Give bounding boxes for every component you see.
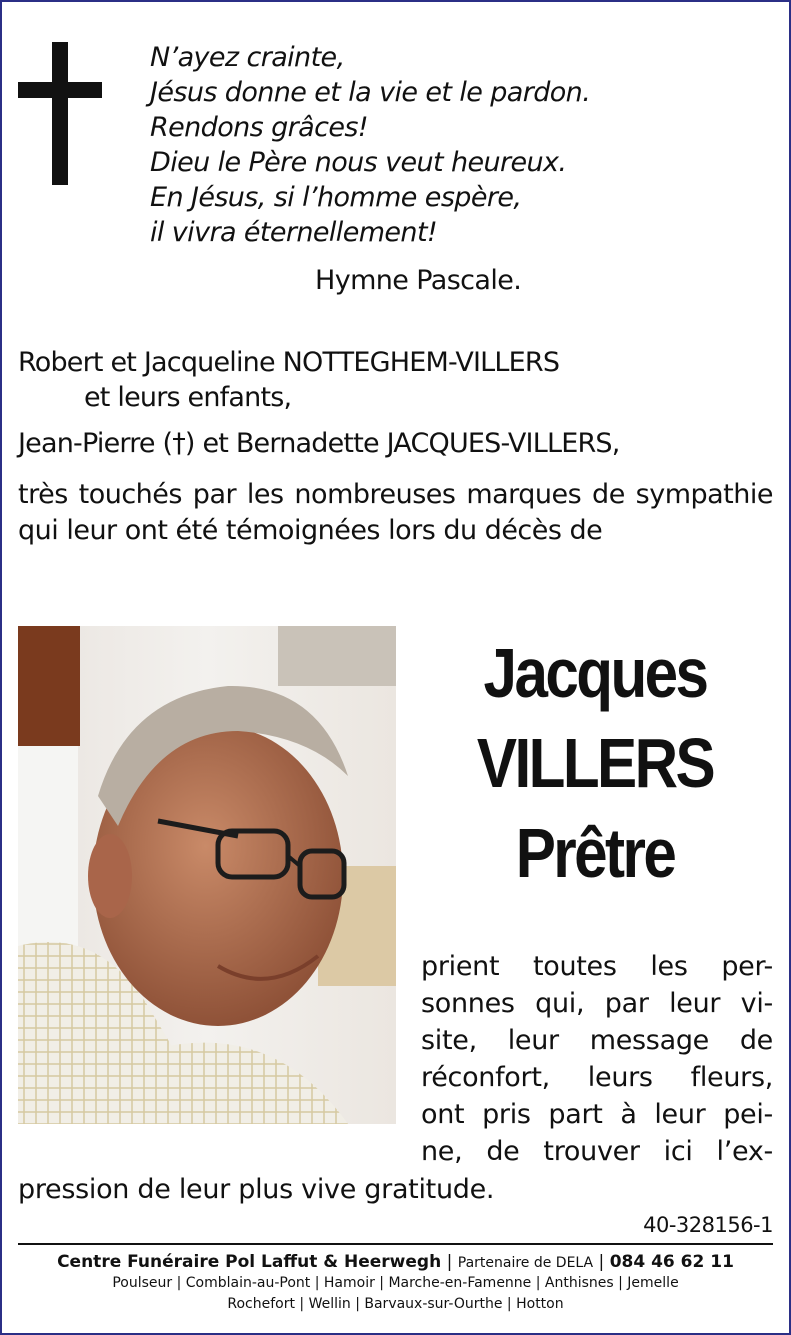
reference-number: 40-328156-1 bbox=[643, 1213, 773, 1237]
footer-locations-2: Rochefort | Wellin | Barvaux-sur-Ourthe | Hotton bbox=[227, 1296, 564, 1312]
funeral-home-name: Centre Funéraire Pol Laffut & Heerwegh bbox=[57, 1252, 442, 1272]
poem-line: il vivra éternellement! bbox=[150, 217, 438, 248]
footer-divider bbox=[18, 1243, 773, 1245]
cross-icon bbox=[18, 42, 102, 185]
family-line-1: Robert et Jacqueline NOTTEGHEM-VILLERS bbox=[18, 347, 560, 378]
thanks-last-line: pression de leur plus vive gratitude. bbox=[18, 1174, 495, 1205]
thanks-line: prient toutes les per- bbox=[421, 951, 773, 982]
thanks-line: ont pris part à leur pei- bbox=[421, 1099, 773, 1130]
deceased-name-block bbox=[410, 628, 780, 898]
separator: | bbox=[446, 1252, 453, 1272]
deceased-title: Prêtre bbox=[515, 814, 675, 892]
poem bbox=[150, 40, 590, 250]
poem-line: Jésus donne et la vie et le pardon. bbox=[150, 77, 591, 108]
deceased-photo bbox=[18, 626, 396, 1124]
thanks-line: réconfort, leurs fleurs, bbox=[421, 1062, 773, 1093]
footer-locations-1: Poulseur | Comblain-au-Pont | Hamoir | Marche-en-Famenne | Anthisnes | Jemelle bbox=[112, 1275, 679, 1291]
separator: | bbox=[598, 1252, 605, 1272]
thanks-text bbox=[421, 948, 773, 1170]
poem-line: Dieu le Père nous veut heureux. bbox=[150, 147, 567, 178]
deceased-last-name: VILLERS bbox=[476, 724, 714, 802]
poem-source: Hymne Pascale. bbox=[315, 265, 522, 296]
phone-number: 084 46 62 11 bbox=[609, 1252, 734, 1272]
poem-line: En Jésus, si l’homme espère, bbox=[150, 182, 522, 213]
poem-line: N’ayez crainte, bbox=[150, 42, 345, 73]
family-line-2: et leurs enfants, bbox=[84, 382, 292, 413]
thanks-line: ne, de trouver ici l’ex- bbox=[421, 1136, 773, 1167]
thanks-line: site, leur message de bbox=[421, 1025, 773, 1056]
poem-line: Rendons grâces! bbox=[150, 112, 369, 143]
deceased-first-name: Jacques bbox=[483, 634, 707, 712]
thanks-line: sonnes qui, par leur vi- bbox=[421, 988, 773, 1019]
message-text: très touchés par les nombreuses marques de sympathie qui leur ont été témoignées lors du décès de bbox=[18, 479, 773, 546]
family-line-3: Jean-Pierre (†) et Bernadette JACQUES-VILLERS, bbox=[18, 428, 620, 459]
partner-text: Partenaire de DELA bbox=[457, 1255, 594, 1271]
footer-contact bbox=[0, 1250, 791, 1275]
